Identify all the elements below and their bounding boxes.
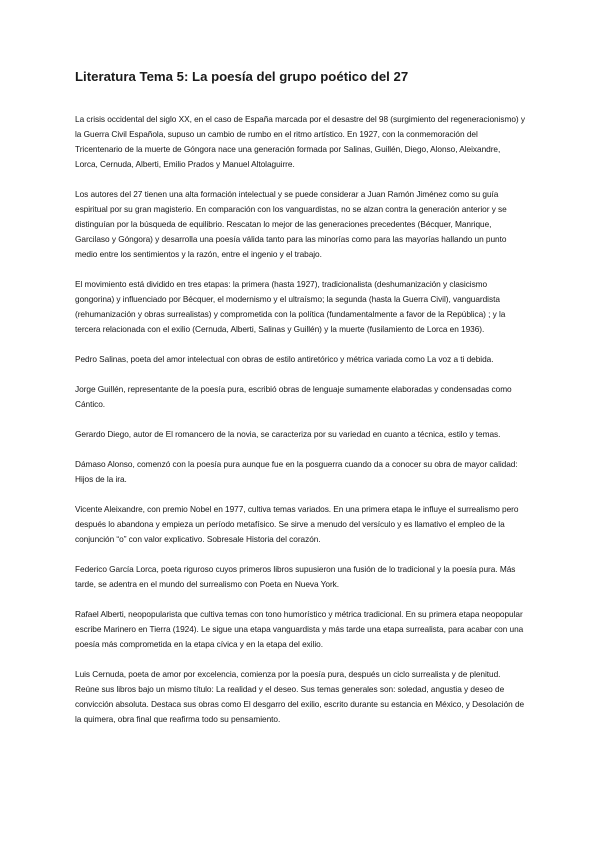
paragraph-aleixandre: Vicente Aleixandre, con premio Nobel en 1977, cultiva temas variados. En una primera etapa le influye el surrealismo pero después lo abandona y empieza un período metafísico. Se sirve a menudo del versículo y es llamativo el empleo de la conjunción “o” con valor explicativo. Sobresale Historia del corazón. [75,504,519,544]
paragraph-guillen: Jorge Guillén, representante de la poesía pura, escribió obras de lenguaje sumamente elaboradas y condensadas como Cántico. [75,384,512,409]
paragraph-lorca: Federico García Lorca, poeta riguroso cuyos primeros libros supusieron una fusión de lo tradicional y la poesía pura. Más tarde, se adentra en el mundo del surrealismo con Poeta en Nueva York. [75,564,516,589]
paragraph-authors: Los autores del 27 tienen una alta formación intelectual y se puede considerar a Juan Ramón Jiménez como su guía espiritual por su gran magisterio. En comparación con los vanguardistas, no se alzan contra la generación anterior y se distinguían por la búsqueda de equilibrio. Rescatan lo mejor de las generaciones precedentes (Bécquer, Manrique, Garcilaso y Góngora) y desarrolla una poesía válida tanto para las minorías como para las mayorías hallando un punto medio entre los sentimientos y la razón, entre el ingenio y el trabajo. [75,189,507,259]
paragraph-salinas: Pedro Salinas, poeta del amor intelectual con obras de estilo antiretórico y métrica variada como La voz a ti debida. [75,354,494,364]
paragraph-cernuda: Luis Cernuda, poeta de amor por excelencia, comienza por la poesía pura, después un ciclo surrealista y de plenitud. Reúne sus libros bajo un mismo título: La realidad y el deseo. Sus temas generales son: soledad, angustia y deseo de convicción absoluta. Destaca sus obras como El desgarro del exilio, escrito durante su estancia en México, y Desolación de la quimera, obra final que reafirma todo su pensamiento. [75,669,525,724]
paragraph-alonso: Dámaso Alonso, comenzó con la poesía pura aunque fue en la posguerra cuando da a conocer su obra de mayor calidad: Hijos de la ira. [75,459,518,484]
paragraph-diego: Gerardo Diego, autor de El romancero de la novia, se caracteriza por su variedad en cuanto a técnica, estilo y temas. [75,429,501,439]
document-title: Literatura Tema 5: La poesía del grupo poético del 27 [75,69,409,84]
paragraph-intro: La crisis occidental del siglo XX, en el caso de España marcada por el desastre del 98 (surgimiento del regeneracionismo) y la Guerra Civil Española, supuso un cambio de rumbo en el ritmo artístico. En 1927, con la conmemoración del Tricentenario de la muerte de Góngora nace una generación formada por Salinas, Guillén, Diego, Alonso, Aleixandre, Lorca, Cernuda, Alberti, Emilio Prados y Manuel Altolaguirre. [75,114,525,169]
paragraph-alberti: Rafael Alberti, neopopularista que cultiva temas con tono humorístico y métrica tradicional. En su primera etapa neopopular escribe Marinero en Tierra (1924). Le sigue una etapa vanguardista y más tarde una etapa surrealista, para acabar con una poesía más comprometida en la etapa cívica y en la etapa del exilio. [75,609,524,649]
paragraph-stages: El movimiento está dividido en tres etapas: la primera (hasta 1927), tradicionalista (deshumanización y clasicismo gongorina) y influenciado por Bécquer, el modernismo y el ultraísmo; la segunda (hasta la Guerra Civil), vanguardista (rehumanización y obras surrealistas) y comprometida con la política (fundamentalmente a favor de la República) ; y la tercera relacionada con el exilio (Cernuda, Alberti, Salinas y Guillén) y la muerte (fusilamiento de Lorca en 1936). [75,279,506,334]
